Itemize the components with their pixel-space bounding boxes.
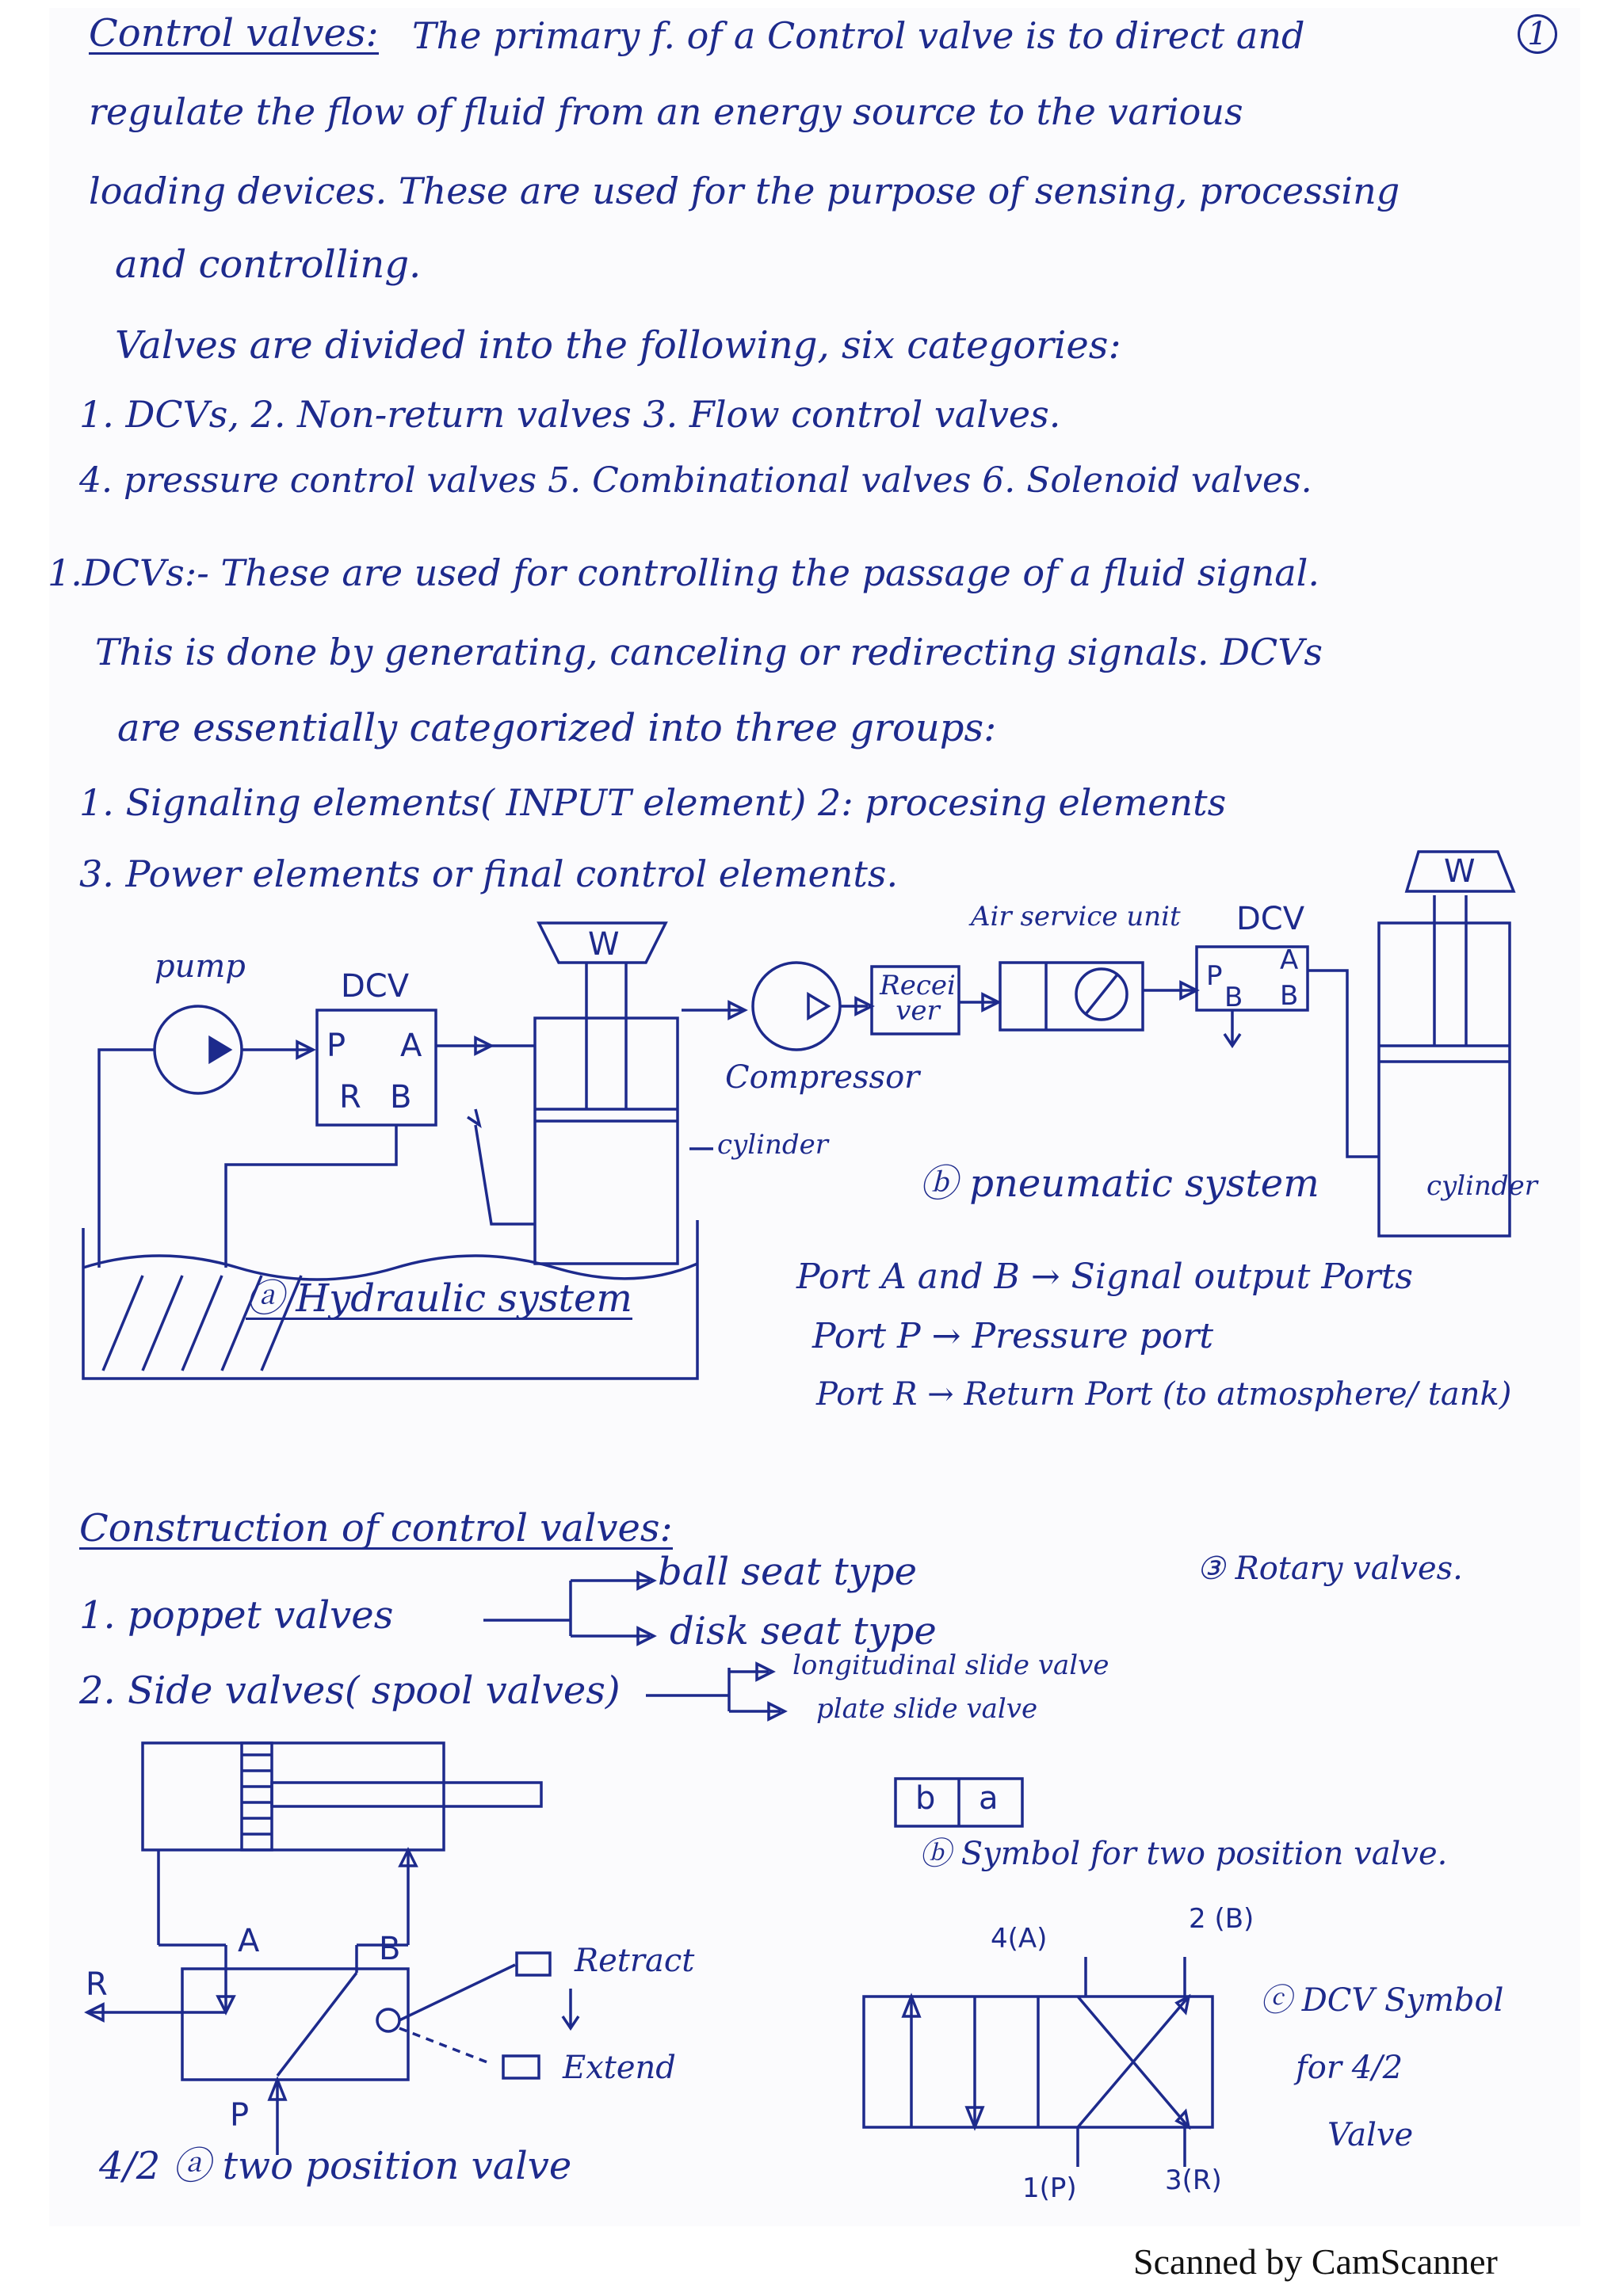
dcv-4-2-symbol <box>864 1957 1212 2167</box>
caption-dcv-symbol-2: for 4/2 <box>1296 2050 1403 2086</box>
intro-line-1: The primary f. of a Control valve is to direct and <box>412 14 1305 57</box>
label-pneumatic-dcv: DCV <box>1236 901 1305 937</box>
categories-line-2: 4. pressure control valves 5. Combinational valves 6. Solenoid valves. <box>79 460 1312 501</box>
valve-label-a: A <box>238 1923 260 1959</box>
caption-dcv-symbol-1: ⓒ DCV Symbol <box>1260 1982 1504 2019</box>
ports-line-2: Port P → Pressure port <box>812 1316 1214 1356</box>
label-hydraulic-load: W <box>588 926 620 963</box>
dcv-symbol-port-4: 4(A) <box>991 1923 1048 1955</box>
valve-label-extend: Extend <box>563 2050 676 2086</box>
hydraulic-cylinder <box>535 1018 678 1264</box>
intro-line-5: Valves are divided into the following, six categories: <box>115 323 1121 368</box>
caption-pneumatic-system: ⓑ pneumatic system <box>919 1161 1319 1206</box>
label-pneumatic-load: W <box>1444 853 1476 890</box>
categories-line-1: 1. DCVs, 2. Non-return valves 3. Flow control valves. <box>79 393 1061 436</box>
label-pneumatic-port-b: B <box>1224 982 1243 1013</box>
label-port-r: R <box>339 1079 361 1116</box>
dcv-symbol-port-1: 1(P) <box>1022 2172 1077 2204</box>
symbol-label-b: b <box>915 1780 936 1817</box>
symbol-label-a: a <box>979 1780 999 1817</box>
dcv-line-1: 1.DCVs:- These are used for controlling the passage of a fluid signal. <box>48 551 1320 594</box>
label-air-service-unit: Air service unit <box>971 901 1181 933</box>
dcv-line-5: 3. Power elements or final control elements. <box>79 852 899 895</box>
intro-line-4: and controlling. <box>115 242 422 287</box>
heading-construction: Construction of control valves: <box>79 1506 673 1550</box>
label-pneumatic-port-b2: B <box>1280 980 1299 1012</box>
construction-item-2a: longitudinal slide valve <box>792 1650 1109 1681</box>
label-port-p: P <box>327 1028 346 1064</box>
valve-label-b: B <box>379 1931 401 1967</box>
caption-dcv-symbol-3: Valve <box>1327 2117 1414 2153</box>
dcv-line-3: are essentially categorized into three groups: <box>117 706 997 750</box>
caption-two-position-symbol: ⓑ Symbol for two position valve. <box>919 1836 1448 1872</box>
valve-4-2-diagram <box>87 1743 579 2155</box>
dcv-line-2: This is done by generating, canceling or redirecting signals. DCVs <box>95 631 1323 673</box>
label-hydraulic-cylinder: cylinder <box>717 1129 829 1161</box>
intro-line-3: loading devices. These are used for the purpose of sensing, processing <box>89 170 1400 212</box>
spool-cylinder <box>143 1743 444 1850</box>
dcv-symbol-port-2: 2 (B) <box>1189 1903 1254 1935</box>
construction-item-3: ③ Rotary valves. <box>1197 1550 1463 1587</box>
construction-item-1a: ball seat type <box>658 1550 918 1594</box>
valve-label-p: P <box>230 2097 250 2134</box>
valve-label-retract: Retract <box>575 1943 695 1979</box>
label-compressor: Compressor <box>725 1059 920 1096</box>
label-hydraulic-dcv: DCV <box>341 968 410 1005</box>
dcv-line-4: 1. Signaling elements( INPUT element) 2: procesing elements <box>79 781 1227 824</box>
label-pneumatic-port-a: A <box>1280 944 1299 976</box>
page-number: 1 <box>1518 14 1557 54</box>
label-receiver: Recei ver <box>880 970 956 1027</box>
construction-item-1: 1. poppet valves <box>79 1593 394 1638</box>
air-service-unit <box>1000 963 1143 1030</box>
label-port-a: A <box>400 1028 422 1064</box>
caption-hydraulic-system: ⓐ Hydraulic system <box>246 1276 632 1321</box>
construction-item-2b: plate slide valve <box>816 1693 1038 1725</box>
ports-line-3: Port R → Return Port (to atmosphere/ tank) <box>816 1376 1512 1413</box>
label-pneumatic-port-p: P <box>1206 960 1223 992</box>
scanner-watermark: Scanned by CamScanner <box>1133 2241 1498 2282</box>
valve-body <box>182 1969 408 2080</box>
intro-line-2: regulate the flow of fluid from an energy source to the various <box>89 90 1243 133</box>
two-position-symbol <box>896 1779 1022 1826</box>
label-pneumatic-cylinder: cylinder <box>1426 1170 1538 1202</box>
label-pump: pump <box>155 948 246 985</box>
ports-line-1: Port A and B → Signal output Ports <box>796 1257 1413 1297</box>
heading-control-valves: Control valves: <box>89 11 379 55</box>
valve-label-r: R <box>86 1966 108 2003</box>
label-port-b: B <box>390 1079 412 1116</box>
construction-item-1b: disk seat type <box>670 1609 937 1653</box>
construction-item-2: 2. Side valves( spool valves) <box>79 1669 621 1713</box>
dcv-symbol-port-3: 3(R) <box>1165 2164 1222 2196</box>
caption-two-position-valve: 4/2 ⓐ two position valve <box>99 2144 572 2188</box>
